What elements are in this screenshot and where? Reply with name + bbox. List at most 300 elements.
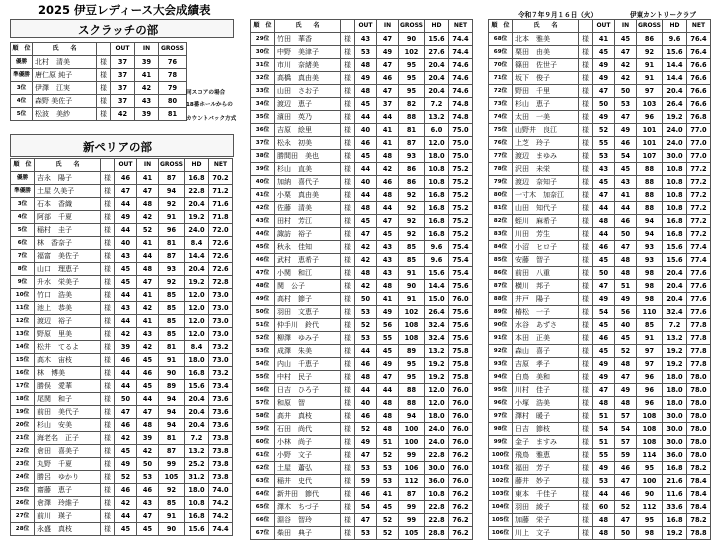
out-cell: 45 <box>115 263 137 276</box>
name-cell: 小関 和江 <box>275 267 341 280</box>
honorific-cell: 様 <box>341 371 355 384</box>
gross-cell: 88 <box>637 189 663 202</box>
name-cell: 渡辺 奈知子 <box>513 176 579 189</box>
in-cell: 42 <box>137 341 159 354</box>
hd-cell: 30.0 <box>663 436 687 449</box>
in-cell: 45 <box>615 332 637 345</box>
in-cell: 39 <box>135 56 159 69</box>
table-row <box>251 228 473 241</box>
out-cell: 47 <box>115 406 137 419</box>
rank-cell: 11位 <box>11 302 35 315</box>
rank-cell: 73位 <box>489 98 513 111</box>
gross-cell: 92 <box>159 198 185 211</box>
name-cell: 小沼 ヒロ子 <box>513 241 579 254</box>
in-cell: 50 <box>615 228 637 241</box>
rank-cell: 69位 <box>489 46 513 59</box>
hd-cell: 25.2 <box>185 458 209 471</box>
col-in: IN <box>135 43 159 56</box>
table-row <box>11 471 233 484</box>
rank-cell: 68位 <box>489 33 513 46</box>
out-cell: 42 <box>115 497 137 510</box>
in-cell: 48 <box>615 397 637 410</box>
gross-cell: 79 <box>159 82 187 95</box>
gross-cell: 82 <box>399 98 425 111</box>
right-table <box>488 19 711 540</box>
in-cell: 52 <box>615 501 637 514</box>
out-cell: 46 <box>355 358 377 371</box>
hd-cell: 16.8 <box>663 215 687 228</box>
rank-cell: 63位 <box>251 475 275 488</box>
net-cell: 76.6 <box>687 72 711 85</box>
col-gross: GROSS <box>159 159 185 172</box>
rank-cell: 70位 <box>489 59 513 72</box>
name-cell: 福田 芳子 <box>513 462 579 475</box>
rank-cell: 76位 <box>489 137 513 150</box>
out-cell: 44 <box>115 367 137 380</box>
honorific-cell: 様 <box>579 423 593 436</box>
name-cell: 石田 尚代 <box>275 423 341 436</box>
table-row <box>11 56 187 69</box>
hd-cell: 7.2 <box>425 98 449 111</box>
out-cell: 42 <box>115 432 137 445</box>
rank-cell: 8位 <box>11 263 35 276</box>
gross-cell: 93 <box>159 263 185 276</box>
name-cell: 内山 千恵子 <box>275 358 341 371</box>
name-cell: 井戸 陽子 <box>513 293 579 306</box>
hd-cell: 30.0 <box>663 410 687 423</box>
out-cell: 46 <box>355 137 377 150</box>
net-cell: 72.6 <box>209 237 233 250</box>
hd-cell: 28.8 <box>425 527 449 540</box>
hd-cell: 20.4 <box>663 267 687 280</box>
out-cell: 55 <box>593 137 615 150</box>
in-cell: 43 <box>377 254 399 267</box>
table-row <box>251 475 473 488</box>
name-cell: 淵谷 智玲 <box>275 514 341 527</box>
honorific-cell: 様 <box>341 176 355 189</box>
in-cell: 41 <box>137 315 159 328</box>
table-row <box>11 393 233 406</box>
peria-table <box>10 158 233 536</box>
honorific-cell: 様 <box>579 254 593 267</box>
out-cell: 48 <box>355 267 377 280</box>
name-cell: 椿松 一子 <box>513 306 579 319</box>
hd-cell: 20.4 <box>185 406 209 419</box>
gross-cell: 95 <box>399 358 425 371</box>
gross-cell: 80 <box>159 95 187 108</box>
out-cell: 48 <box>355 85 377 98</box>
net-cell: 72.6 <box>209 250 233 263</box>
col-in: IN <box>137 159 159 172</box>
table-row <box>251 254 473 267</box>
out-cell: 44 <box>355 384 377 397</box>
in-cell: 51 <box>377 436 399 449</box>
rank-cell: 46位 <box>251 254 275 267</box>
honorific-cell: 様 <box>341 33 355 46</box>
name-cell: 川村 佳子 <box>513 384 579 397</box>
gross-cell: 96 <box>637 384 663 397</box>
table-row <box>251 514 473 527</box>
net-cell: 77.0 <box>687 137 711 150</box>
table-row <box>489 488 711 501</box>
gross-cell: 86 <box>399 163 425 176</box>
net-cell: 78.8 <box>687 527 711 540</box>
out-cell: 40 <box>355 397 377 410</box>
col-net: NET <box>687 20 711 33</box>
net-cell: 76.2 <box>449 501 473 514</box>
event-date: 令和７年９月１６日（火） <box>518 11 598 19</box>
honorific-cell: 様 <box>341 319 355 332</box>
table-row <box>489 436 711 449</box>
in-cell: 49 <box>615 384 637 397</box>
out-cell: 45 <box>115 523 137 536</box>
honorific-cell: 様 <box>97 82 111 95</box>
hd-cell: 19.2 <box>663 345 687 358</box>
out-cell: 53 <box>355 527 377 540</box>
table-row <box>251 111 473 124</box>
table-row <box>11 302 233 315</box>
net-cell: 71.6 <box>209 198 233 211</box>
honorific-cell: 様 <box>579 124 593 137</box>
rank-cell: 56位 <box>251 384 275 397</box>
hd-cell: 15.6 <box>425 267 449 280</box>
rank-cell: 優勝 <box>11 172 35 185</box>
net-cell: 75.8 <box>449 371 473 384</box>
honorific-cell: 様 <box>97 69 111 82</box>
in-cell: 56 <box>615 306 637 319</box>
in-cell: 41 <box>135 69 159 82</box>
hd-cell: 20.4 <box>425 72 449 85</box>
honorific-cell: 様 <box>341 306 355 319</box>
col-name: 氏 名 <box>35 159 101 172</box>
col-rank: 順 位 <box>11 43 33 56</box>
out-cell: 44 <box>115 198 137 211</box>
name-cell: 北村 清美 <box>33 56 97 69</box>
name-cell: 松永 初美 <box>275 137 341 150</box>
name-cell: 野田 千里 <box>513 85 579 98</box>
out-cell: 47 <box>593 280 615 293</box>
hd-cell: 7.2 <box>185 432 209 445</box>
table-row <box>489 384 711 397</box>
out-cell: 48 <box>593 397 615 410</box>
table-row <box>251 397 473 410</box>
net-cell: 76.2 <box>449 488 473 501</box>
rank-cell: 65位 <box>251 501 275 514</box>
net-cell: 73.8 <box>209 458 233 471</box>
out-cell: 45 <box>593 319 615 332</box>
name-cell: 武村 恵希子 <box>275 254 341 267</box>
rank-cell: 79位 <box>489 176 513 189</box>
name-cell: 渡辺 恵子 <box>275 98 341 111</box>
hd-cell: 14.4 <box>185 250 209 263</box>
in-cell: 50 <box>615 85 637 98</box>
hd-cell: 19.2 <box>425 371 449 384</box>
gross-cell: 95 <box>637 514 663 527</box>
rank-cell: 100位 <box>489 449 513 462</box>
honorific-cell: 様 <box>579 332 593 345</box>
hd-cell: 20.4 <box>425 85 449 98</box>
table-row <box>251 267 473 280</box>
out-cell: 43 <box>593 163 615 176</box>
col-net: NET <box>449 20 473 33</box>
rank-cell: 85位 <box>489 254 513 267</box>
name-cell: 北本 雅美 <box>513 33 579 46</box>
gross-cell: 95 <box>399 59 425 72</box>
out-cell: 42 <box>355 241 377 254</box>
out-cell: 41 <box>593 33 615 46</box>
hd-cell: 19.2 <box>185 276 209 289</box>
out-cell: 46 <box>593 332 615 345</box>
in-cell: 45 <box>377 501 399 514</box>
name-cell: 前田 八重 <box>513 267 579 280</box>
table-row <box>251 371 473 384</box>
name-cell: 高井 真枝 <box>275 410 341 423</box>
hd-cell: 33.6 <box>663 501 687 514</box>
gross-cell: 97 <box>637 358 663 371</box>
in-cell: 48 <box>377 397 399 410</box>
in-cell: 53 <box>615 98 637 111</box>
hd-cell: 19.2 <box>425 358 449 371</box>
rank-cell: 80位 <box>489 189 513 202</box>
gross-cell: 85 <box>159 328 185 341</box>
table-row <box>11 289 233 302</box>
hd-cell: 18.0 <box>663 397 687 410</box>
hd-cell: 13.2 <box>663 332 687 345</box>
in-cell: 45 <box>137 523 159 536</box>
out-cell: 44 <box>593 228 615 241</box>
hd-cell: 13.2 <box>185 445 209 458</box>
honorific-cell: 様 <box>579 267 593 280</box>
name-cell: 松井 てるよ <box>35 341 101 354</box>
name-cell: 坂下 俊子 <box>513 72 579 85</box>
net-cell: 77.2 <box>687 189 711 202</box>
in-cell: 43 <box>137 497 159 510</box>
gross-cell: 105 <box>399 527 425 540</box>
net-cell: 73.2 <box>209 341 233 354</box>
name-cell: 川上 文子 <box>513 527 579 540</box>
gross-cell: 88 <box>637 202 663 215</box>
hd-cell: 6.0 <box>425 124 449 137</box>
table-row <box>251 33 473 46</box>
in-cell: 54 <box>615 150 637 163</box>
net-cell: 71.2 <box>209 185 233 198</box>
out-cell: 42 <box>355 280 377 293</box>
rank-cell: 29位 <box>251 33 275 46</box>
rank-cell: 25位 <box>11 484 35 497</box>
rank-cell: 18位 <box>11 393 35 406</box>
in-cell: 41 <box>615 189 637 202</box>
rank-cell: 15位 <box>11 354 35 367</box>
tiebreak-note-1: 同スコアの場合 <box>186 90 226 96</box>
col-net: NET <box>209 159 233 172</box>
table-row <box>489 462 711 475</box>
name-cell: 山口 理恵子 <box>35 263 101 276</box>
honorific-cell: 様 <box>97 56 111 69</box>
out-cell: 44 <box>355 189 377 202</box>
net-cell: 75.2 <box>449 202 473 215</box>
hd-cell: 36.0 <box>663 449 687 462</box>
name-cell: 林 博美 <box>35 367 101 380</box>
name-cell: 太田 一美 <box>513 111 579 124</box>
name-cell: 山田 さお子 <box>275 85 341 98</box>
in-cell: 39 <box>137 432 159 445</box>
out-cell: 49 <box>355 72 377 85</box>
col-out: OUT <box>115 159 137 172</box>
gross-cell: 101 <box>637 124 663 137</box>
rank-cell: 66位 <box>251 514 275 527</box>
hd-cell: 18.0 <box>185 484 209 497</box>
gross-cell: 85 <box>159 315 185 328</box>
rank-cell: 47位 <box>251 267 275 280</box>
rank-cell: 59位 <box>251 423 275 436</box>
table-row <box>251 423 473 436</box>
net-cell: 74.2 <box>209 497 233 510</box>
rank-cell: 35位 <box>251 111 275 124</box>
hd-cell: 16.8 <box>663 462 687 475</box>
rank-cell: 13位 <box>11 328 35 341</box>
out-cell: 49 <box>115 458 137 471</box>
hd-cell: 22.8 <box>425 501 449 514</box>
net-cell: 75.8 <box>449 345 473 358</box>
name-cell: 吉原 絵里 <box>275 124 341 137</box>
name-cell: 林 香奈子 <box>35 237 101 250</box>
in-cell: 48 <box>377 423 399 436</box>
honorific-cell: 様 <box>101 328 115 341</box>
rank-cell: 14位 <box>11 341 35 354</box>
in-cell: 42 <box>615 59 637 72</box>
out-cell: 45 <box>593 46 615 59</box>
honorific-cell: 様 <box>579 514 593 527</box>
name-cell: 新井田 節代 <box>275 488 341 501</box>
net-cell: 78.4 <box>687 501 711 514</box>
hd-cell: 10.8 <box>663 163 687 176</box>
name-cell: 澤木 ちづ子 <box>275 501 341 514</box>
table-row <box>489 33 711 46</box>
out-cell: 46 <box>115 419 137 432</box>
in-cell: 48 <box>377 280 399 293</box>
honorific-cell: 様 <box>341 332 355 345</box>
gross-cell: 98 <box>637 527 663 540</box>
rank-cell: 95位 <box>489 384 513 397</box>
honorific-cell: 様 <box>579 215 593 228</box>
honorific-cell: 様 <box>579 293 593 306</box>
out-cell: 52 <box>115 471 137 484</box>
hd-cell: 10.8 <box>663 202 687 215</box>
table-row <box>11 263 233 276</box>
rank-cell: 75位 <box>489 124 513 137</box>
gross-cell: 98 <box>637 280 663 293</box>
honorific-cell: 様 <box>341 358 355 371</box>
in-cell: 53 <box>377 462 399 475</box>
honorific-cell: 様 <box>579 59 593 72</box>
name-cell: 唐仁原 純子 <box>33 69 97 82</box>
out-cell: 47 <box>355 449 377 462</box>
table-row <box>251 163 473 176</box>
honorific-cell: 様 <box>97 108 111 121</box>
in-cell: 59 <box>615 449 637 462</box>
name-cell: 澤村 暖子 <box>513 410 579 423</box>
honorific-cell: 様 <box>341 384 355 397</box>
net-cell: 74.4 <box>209 523 233 536</box>
out-cell: 53 <box>355 462 377 475</box>
net-cell: 78.2 <box>687 514 711 527</box>
table-row <box>489 98 711 111</box>
net-cell: 72.6 <box>209 263 233 276</box>
hd-cell: 22.8 <box>425 449 449 462</box>
in-cell: 49 <box>377 46 399 59</box>
honorific-cell: 様 <box>341 462 355 475</box>
hd-cell: 13.2 <box>425 345 449 358</box>
in-cell: 42 <box>137 445 159 458</box>
out-cell: 53 <box>355 306 377 319</box>
rank-cell: 106位 <box>489 527 513 540</box>
hd-cell: 19.2 <box>663 111 687 124</box>
gross-cell: 89 <box>399 345 425 358</box>
in-cell: 49 <box>615 124 637 137</box>
name-cell: 勝呂 ゆかり <box>35 471 101 484</box>
out-cell: 50 <box>355 293 377 306</box>
honorific-cell: 様 <box>579 241 593 254</box>
in-cell: 47 <box>137 406 159 419</box>
in-cell: 47 <box>615 371 637 384</box>
hd-cell: 27.6 <box>425 46 449 59</box>
gross-cell: 88 <box>399 111 425 124</box>
net-cell: 74.2 <box>209 510 233 523</box>
table-row <box>251 202 473 215</box>
gross-cell: 91 <box>399 293 425 306</box>
col-out: OUT <box>593 20 615 33</box>
honorific-cell: 様 <box>101 367 115 380</box>
gross-cell: 85 <box>399 254 425 267</box>
honorific-cell: 様 <box>341 202 355 215</box>
rank-cell: 36位 <box>251 124 275 137</box>
net-cell: 76.2 <box>449 514 473 527</box>
name-cell: 杉山 恵子 <box>513 98 579 111</box>
net-cell: 77.6 <box>687 306 711 319</box>
col-rank: 順 位 <box>489 20 513 33</box>
out-cell: 53 <box>593 475 615 488</box>
col-honorific <box>101 159 115 172</box>
gross-cell: 88 <box>399 384 425 397</box>
table-row <box>489 59 711 72</box>
out-cell: 37 <box>111 82 135 95</box>
honorific-cell: 様 <box>101 172 115 185</box>
rank-cell: 優勝 <box>11 56 33 69</box>
name-cell: 川田 芳生 <box>513 228 579 241</box>
name-cell: 和原 智 <box>275 397 341 410</box>
net-cell: 77.6 <box>687 293 711 306</box>
name-cell: 齋藤 恵子 <box>35 484 101 497</box>
in-cell: 41 <box>137 289 159 302</box>
rank-cell: 105位 <box>489 514 513 527</box>
net-cell: 73.6 <box>209 393 233 406</box>
out-cell: 52 <box>355 423 377 436</box>
hd-cell: 15.6 <box>663 254 687 267</box>
name-cell: 吉原 孝子 <box>513 358 579 371</box>
col-gross: GROSS <box>637 20 663 33</box>
honorific-cell: 様 <box>101 250 115 263</box>
rank-cell: 55位 <box>251 371 275 384</box>
honorific-cell: 様 <box>579 150 593 163</box>
gross-cell: 94 <box>399 410 425 423</box>
net-cell: 76.4 <box>687 33 711 46</box>
hd-cell: 15.6 <box>185 523 209 536</box>
name-cell: 倉田 喜美子 <box>35 445 101 458</box>
out-cell: 46 <box>115 484 137 497</box>
honorific-cell: 様 <box>579 228 593 241</box>
in-cell: 43 <box>377 241 399 254</box>
gross-cell: 105 <box>159 471 185 484</box>
